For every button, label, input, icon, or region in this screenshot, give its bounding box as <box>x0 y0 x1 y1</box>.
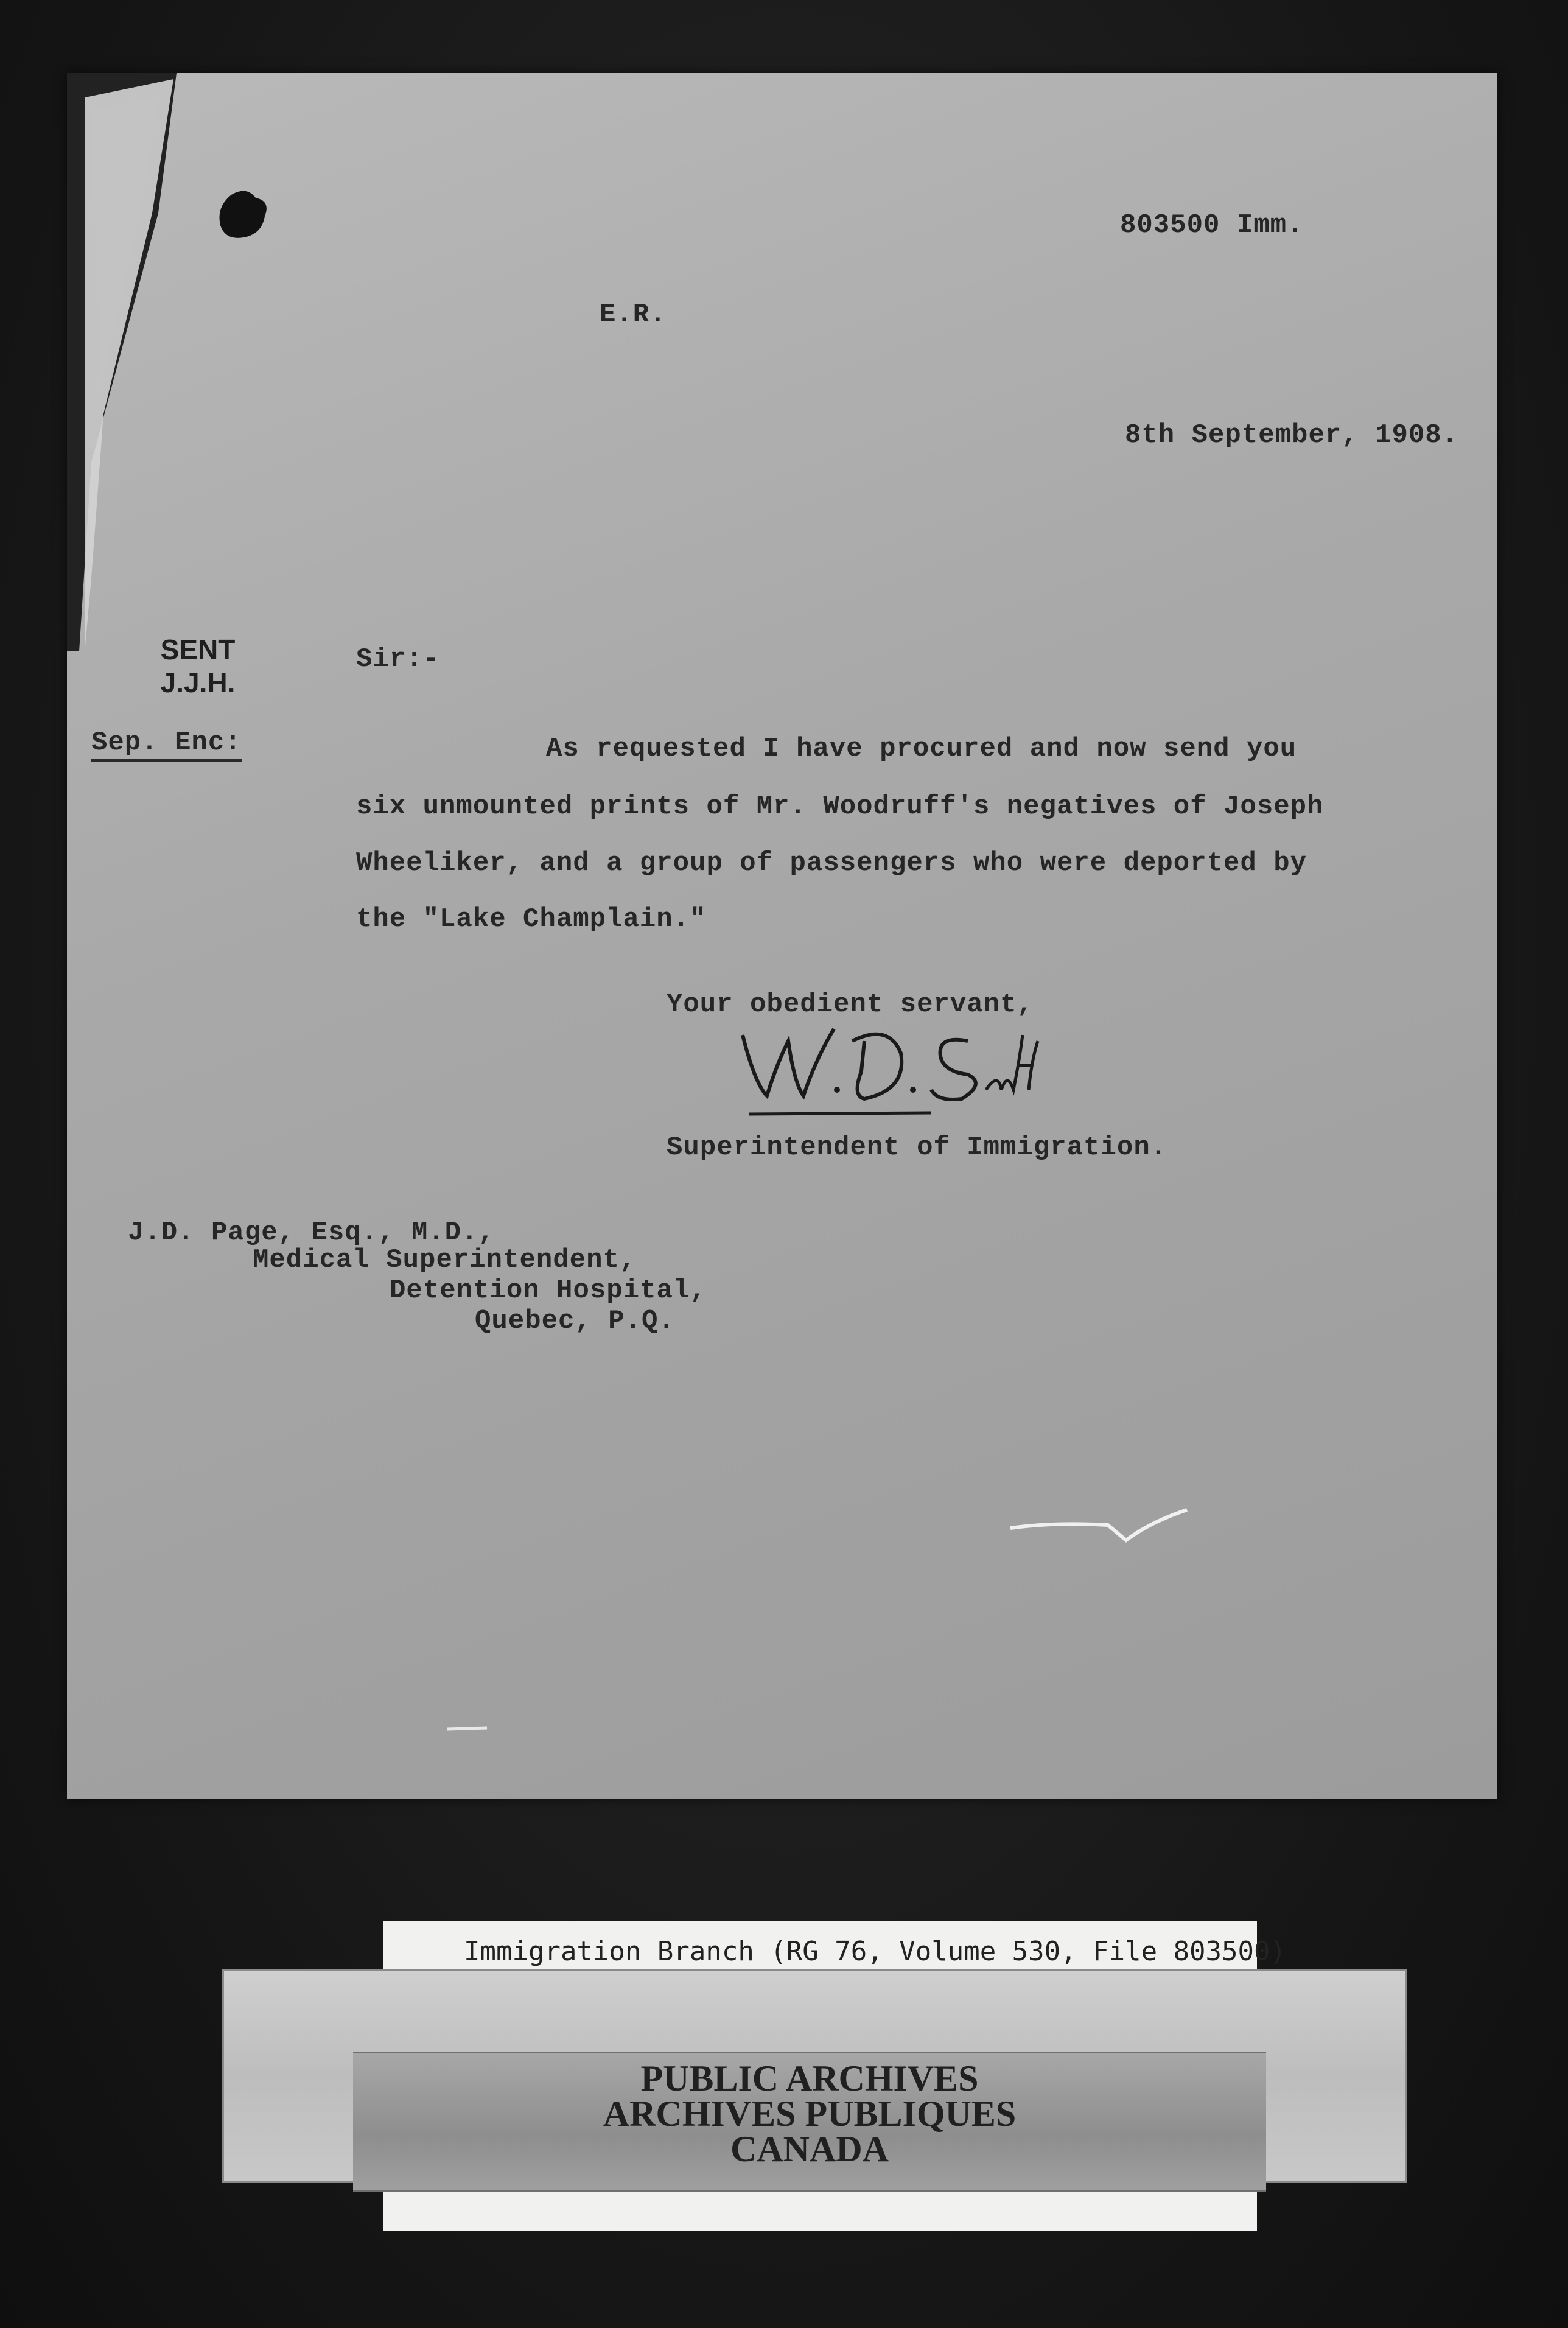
body-line-4: the "Lake Champlain." <box>356 904 707 934</box>
file-number: 803500 Imm. <box>1120 210 1304 240</box>
body-line-1: As requested I have procured and now send you <box>546 734 1297 764</box>
signatory-title: Superintendent of Immigration. <box>667 1132 1167 1163</box>
body-line-2: six unmounted prints of Mr. Woodruff's negatives of Joseph <box>356 791 1324 822</box>
body-line-3: Wheeliker, and a group of passengers who were deported by <box>356 848 1307 878</box>
folded-corner <box>67 73 183 651</box>
address-line-1: J.D. Page, Esq., M.D., <box>128 1218 495 1248</box>
scratch-mark <box>1004 1504 1199 1552</box>
address-line-2: Medical Superintendent, <box>253 1245 637 1275</box>
enclosure-note <box>91 727 242 758</box>
signature <box>730 998 1047 1120</box>
archive-reference: Immigration Branch (RG 76, Volume 530, File 803500) <box>464 1936 1287 1967</box>
archive-seal-line-2: ARCHIVES PUBLIQUES <box>603 2094 1017 2134</box>
sent-stamp <box>140 633 256 699</box>
salutation: Sir:- <box>356 644 440 675</box>
letter-sheet <box>67 73 1497 1799</box>
scratch-mark-small <box>444 1723 493 1735</box>
letter-date: 8th September, 1908. <box>1125 420 1459 451</box>
initials: E.R. <box>600 300 667 330</box>
enclosure-note-text: Sep. Enc: <box>91 727 242 762</box>
archive-seal-line-1: PUBLIC ARCHIVES <box>640 2058 979 2098</box>
stamp-sent: SENT <box>160 634 236 665</box>
address-line-4: Quebec, P.Q. <box>475 1306 675 1336</box>
closing: Your obedient servant, <box>667 989 1034 1020</box>
archive-seal-line-3: CANADA <box>730 2129 889 2169</box>
ink-blot <box>213 183 280 250</box>
archive-seal <box>365 2058 1254 2169</box>
address-line-3: Detention Hospital, <box>390 1275 707 1306</box>
stamp-initials: J.J.H. <box>160 667 236 698</box>
